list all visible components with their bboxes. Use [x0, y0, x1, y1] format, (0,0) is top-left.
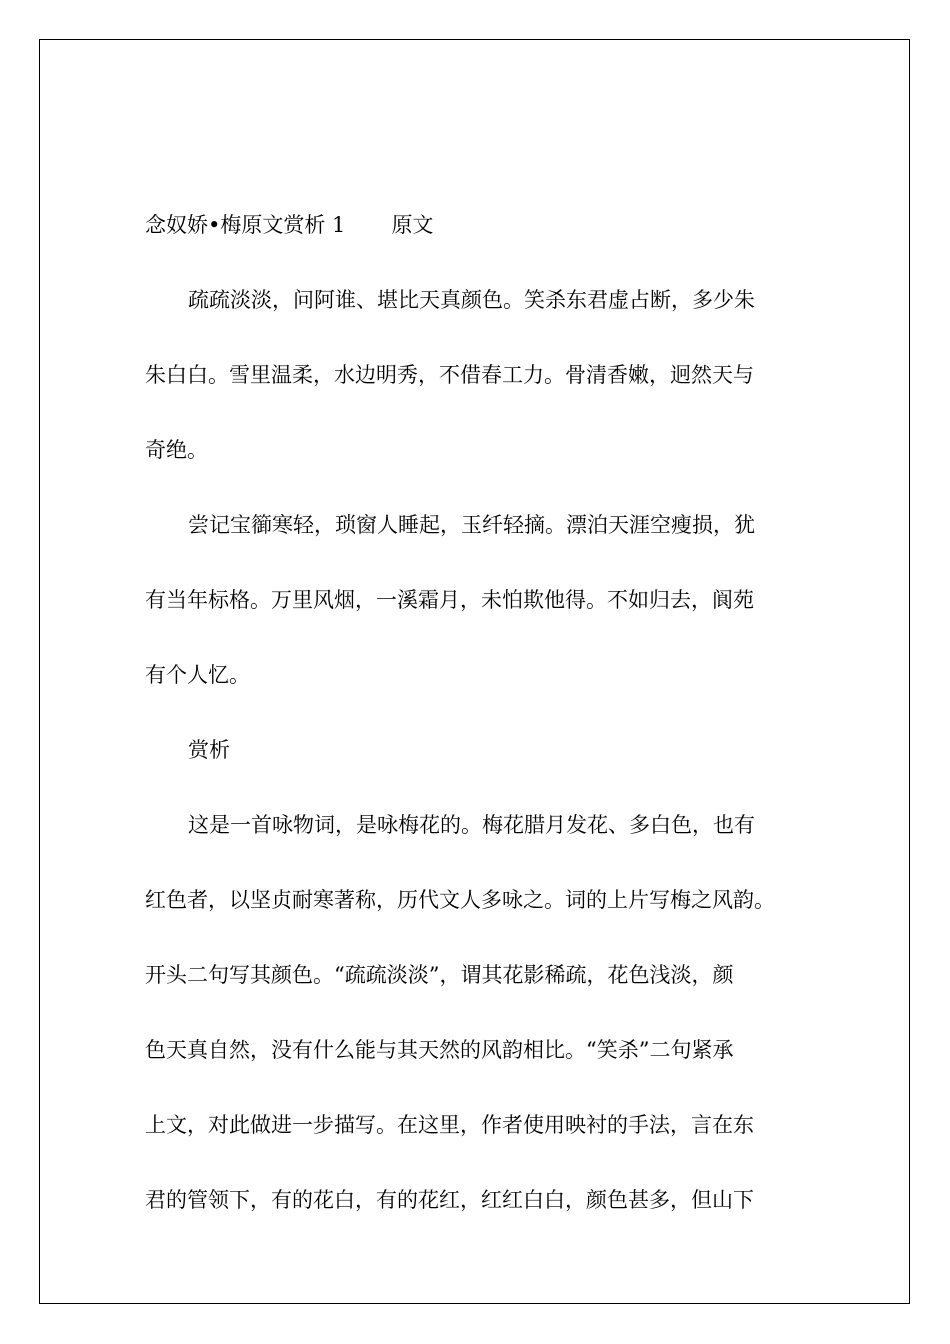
document-title: 念奴娇•梅原文赏析 1 — [145, 213, 346, 237]
text-line: 有当年标格。万里风烟，一溪霜月，未怕欺他得。不如归去，阆苑 — [145, 588, 754, 612]
section-heading-appreciation: 赏析 — [188, 738, 230, 762]
text-line: 君的管领下，有的花白，有的花红，红红白白，颜色甚多，但山下 — [145, 1188, 754, 1212]
text-line: 开头二句写其颜色。“疏疏淡淡”，谓其花影稀疏，花色浅淡，颜 — [145, 963, 734, 987]
text-line: 色天真自然，没有什么能与其天然的风韵相比。“笑杀”二句紧承 — [145, 1038, 734, 1062]
title-line — [145, 212, 433, 238]
text-line: 这是一首咏物词，是咏梅花的。梅花腊月发花、多白色，也有 — [188, 813, 755, 837]
text-line: 奇绝。 — [145, 438, 208, 462]
text-line: 上文，对此做进一步描写。在这里，作者使用映衬的手法，言在东 — [145, 1113, 754, 1137]
text-line: 有个人忆。 — [145, 663, 250, 687]
text-line: 尝记宝篽寒轻，琐窗人睡起，玉纤轻摘。漂泊天涯空瘦损，犹 — [188, 513, 755, 537]
text-line: 红色者，以坚贞耐寒著称，历代文人多咏之。词的上片写梅之风韵。 — [145, 888, 775, 912]
section-heading-original: 原文 — [391, 213, 434, 237]
text-line: 疏疏淡淡，问阿谁、堪比天真颜色。笑杀东君虚占断，多少朱 — [188, 288, 755, 312]
text-line: 朱白白。雪里温柔，水边明秀，不借春工力。骨清香嫩，迥然天与 — [145, 363, 754, 387]
